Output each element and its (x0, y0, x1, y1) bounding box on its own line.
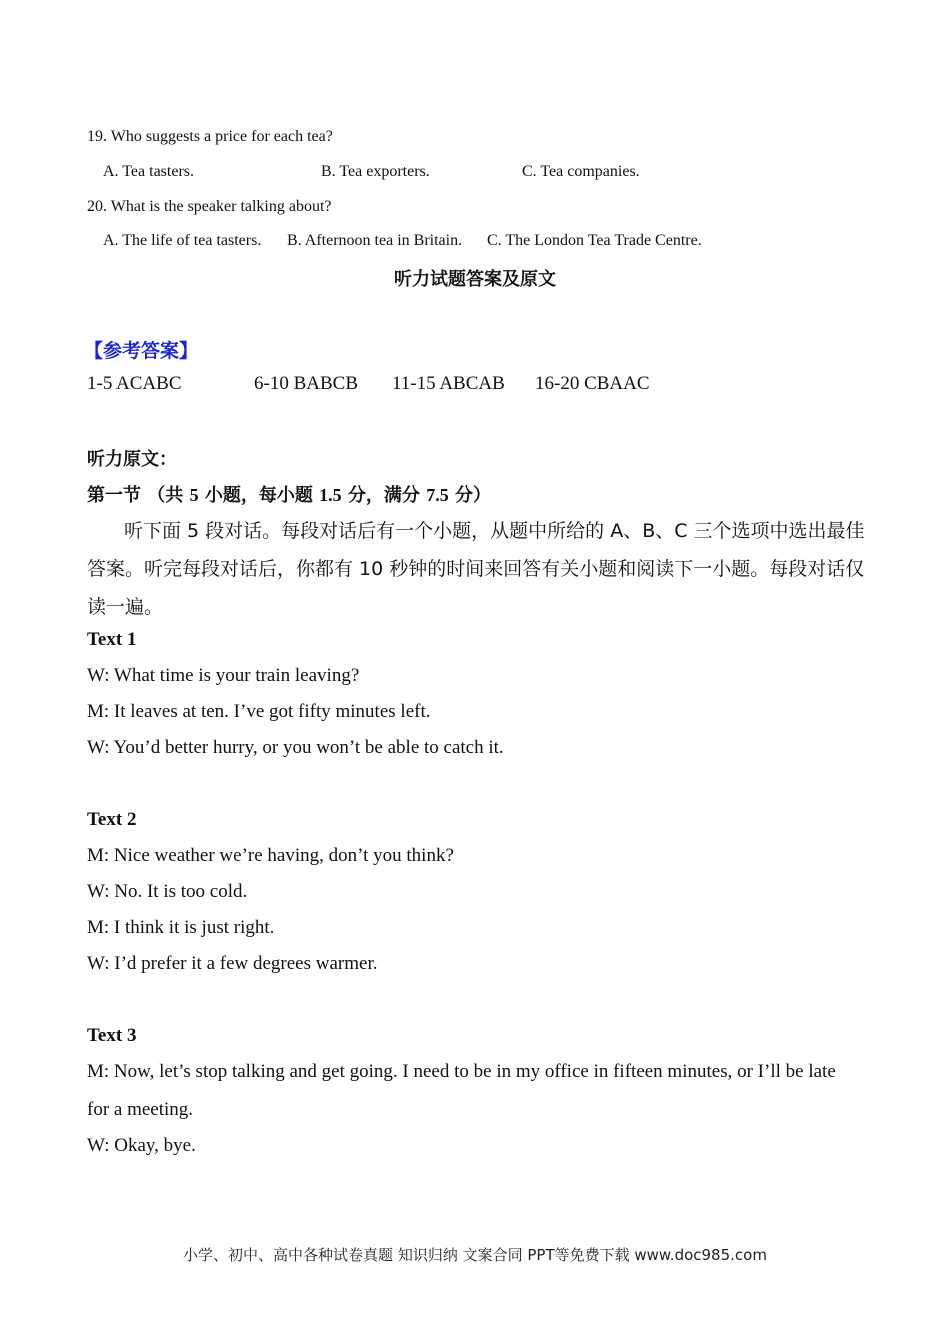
section-suffix: 分） (454, 485, 491, 506)
instruction-line-3: 读一遍。 (87, 596, 164, 618)
section-header (87, 481, 491, 507)
section-count: 5 (189, 485, 199, 505)
text-2-line-4: W: I’d prefer it a few degrees warmer. (87, 953, 378, 974)
text-2-line-1: M: Nice weather we’re having, don’t you think? (87, 845, 454, 866)
text-3-line-1: M: Now, let’s stop talking and get going. I need to be in my office in fifteen minutes, or I’ll be late (87, 1061, 836, 1082)
page-footer: 小学、初中、高中各种试卷真题 知识归纳 文案合同 PPT等免费下载 www.doc985.com (183, 1246, 767, 1264)
question-19-option-b: B. Tea exporters. (321, 163, 430, 180)
text-2-line-3: M: I think it is just right. (87, 917, 275, 938)
text-3-line-3: W: Okay, bye. (87, 1135, 196, 1156)
answer-key-heading: 【参考答案】 (84, 340, 199, 362)
section-points-total: 7.5 (426, 485, 449, 505)
answer-group-3: 11-15 ABCAB (392, 373, 505, 394)
instruction-line-2: 答案。听完每段对话后，你都有 10 秒钟的时间来回答有关小题和阅读下一小题。每段对话仅 (87, 558, 865, 580)
section-mid1: 小题，每小题 (204, 485, 313, 506)
transcript-heading: 听力原文： (87, 449, 177, 470)
text-3-title: Text 3 (87, 1025, 137, 1046)
instruction-line-1: 听下面 5 段对话。每段对话后有一个小题，从题中所给的 A、B、C 三个选项中选出最佳 (124, 520, 865, 542)
text-2-title: Text 2 (87, 809, 137, 830)
question-19-option-a: A. Tea tasters. (103, 163, 194, 180)
question-19-option-c: C. Tea companies. (522, 163, 640, 180)
text-1-title: Text 1 (87, 629, 137, 650)
answer-group-2: 6-10 BABCB (254, 373, 358, 394)
text-1-line-1: W: What time is your train leaving? (87, 665, 360, 686)
section-points-each: 1.5 (319, 485, 342, 505)
question-20-option-c: C. The London Tea Trade Centre. (487, 232, 702, 249)
text-3-line-2: for a meeting. (87, 1099, 194, 1120)
question-20-option-a: A. The life of tea tasters. (103, 232, 262, 249)
answer-group-1: 1-5 ACABC (87, 373, 182, 394)
section-prefix: 第一节 （共 (87, 485, 184, 506)
text-2-line-2: W: No. It is too cold. (87, 881, 248, 902)
answer-group-4: 16-20 CBAAC (535, 373, 650, 394)
text-1-line-3: W: You’d better hurry, or you won’t be able to catch it. (87, 737, 504, 758)
section-mid2: 分，满分 (347, 485, 420, 506)
question-20-prompt: 20. What is the speaker talking about? (87, 198, 332, 215)
text-1-line-2: M: It leaves at ten. I’ve got fifty minutes left. (87, 701, 431, 722)
question-20-option-b: B. Afternoon tea in Britain. (287, 232, 463, 249)
question-19-prompt: 19. Who suggests a price for each tea? (87, 128, 333, 145)
answers-title: 听力试题答案及原文 (394, 269, 556, 290)
